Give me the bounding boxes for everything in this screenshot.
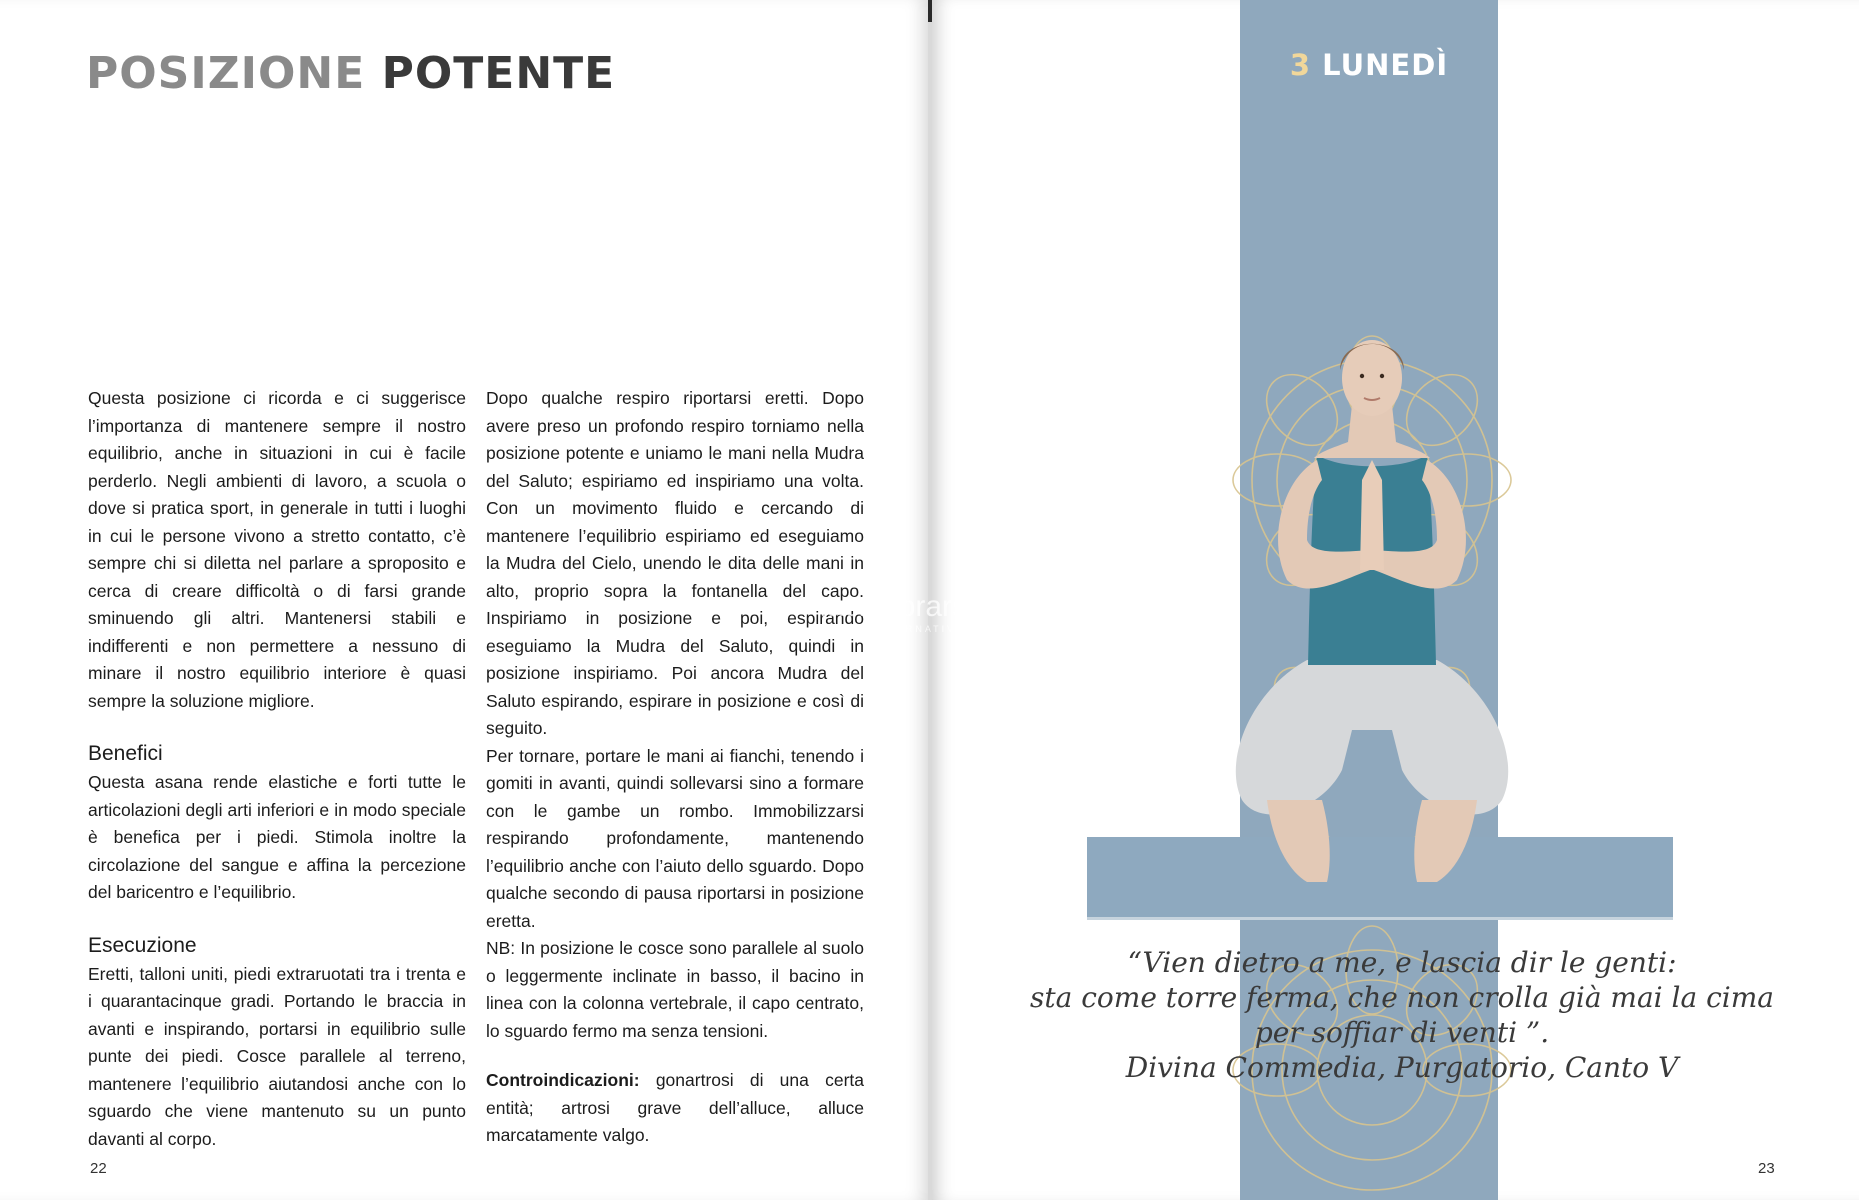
sequence-paragraph: Dopo qualche respiro riportarsi eretti. Dopo avere preso un profondo respiro torniamo nella posizione potente e uniamo le mani nella Mudra del Saluto; espiriamo ed inspiriamo una volta. Con un movimento fluido e cercando di mantenere l’equilibrio espiriamo ed eseguiamo la Mudra del Cielo, unendo le dita delle mani in alto, proprio sopra la fontanella del capo. Inspiriamo in posizione e poi, espirando eseguiamo la Mudra del Saluto, quindi in posizione inspiriamo. Poi ancora Mudra del Saluto espirando, espirare in posizione e così di seguito. [486,388,864,738]
benefici-heading: Benefici [88,742,163,765]
contraindications-text: gonartrosi di una certa entità; artrosi grave dell’alluce, alluce marcatamente valgo. [486,1070,864,1145]
intro-paragraph: Questa posizione ci ricorda e ci suggerisce l’importanza di mantenere sempre il nostro equilibrio, anche in situazioni in cui è facile perderlo. Negli ambienti di lavoro, a scuola o dove si pratica sport, in generale in tutti i luoghi in cui le persone vivono a stretto contatto, c’è sempre chi si diletta nel parlare a sproposito e cerca di creare difficoltà o di farsi grande sminuendo gli altri. Mantenersi stabili e indifferenti e non permettere a nessuno di minare il nostro equilibrio interiore è quasi sempre la soluzione migliore. [88,388,466,711]
contraindications-label: Controindicazioni: [486,1070,640,1090]
title-light-word: POSIZIONE [86,48,366,99]
page-title [86,48,615,99]
watermark-tagline: ALTERNATIVA NATURALE [872,624,1041,634]
day-label [1240,48,1498,82]
return-paragraph: Per tornare, portare le mani ai fianchi, tenendo i gomiti in avanti, quindi sollevarsi sino a formare con le gambe un rombo. Immobilizzarsi respirando profondamente, mantenendo l’equilibrio anche con l’aiuto dello sguardo. Dopo qualche secondo di pausa riportarsi in posizione eretta. [486,745,864,931]
page-number-right: 23 [1758,1160,1775,1177]
quote-line-2: sta come torre ferma, che non crolla già mai la cima [1030,981,1774,1014]
quote-line-3: per soffiar di venti ”. [1254,1016,1550,1049]
quote-line-1: “Vien dietro a me, e lascia dir le genti: [1127,946,1677,979]
text-column-2 [486,385,864,1150]
right-page [802,0,1859,1200]
yoga-woman-figure [1212,330,1532,890]
page-number-left: 22 [90,1160,107,1177]
esecuzione-paragraph: Eretti, talloni uniti, piedi extraruotati tra i trenta e i quarantacinque gradi. Portando le braccia in avanti e inspirando, portarsi in equilibrio sulle punte dei piedi. Cosce parallele al terreno, mantenere l’equilibrio aiutandosi anche con lo sguardo che viene mantenuto su un punto davanti al corpo. [88,963,466,1149]
watermark-logo: macrolibrarsi [802,590,974,623]
nb-paragraph: NB: In posizione le cosce sono parallele al suolo o leggermente inclinate in basso, il bacino in linea con la colonna vertebrale, il capo centrato, lo sguardo fermo ma senza tensioni. [486,938,864,1041]
title-dark-word: POTENTE [381,48,616,99]
quote-source: Divina Commedia, Purgatorio, Canto V [1125,1051,1679,1084]
benefici-paragraph: Questa asana rende elastiche e forti tutte le articolazioni degli arti inferiori e in modo speciale è benefica per i piedi. Stimola inoltre la circolazione del sangue e affina la percezione del baricentro e l’equilibrio. [88,772,466,902]
day-number: 3 [1289,48,1312,82]
dante-quote [1012,945,1792,1085]
day-name: LUNEDÌ [1322,48,1449,82]
left-page [0,0,928,1200]
text-column-1 [88,385,466,1153]
esecuzione-heading: Esecuzione [88,933,197,957]
contraindications-paragraph [486,1067,864,1150]
